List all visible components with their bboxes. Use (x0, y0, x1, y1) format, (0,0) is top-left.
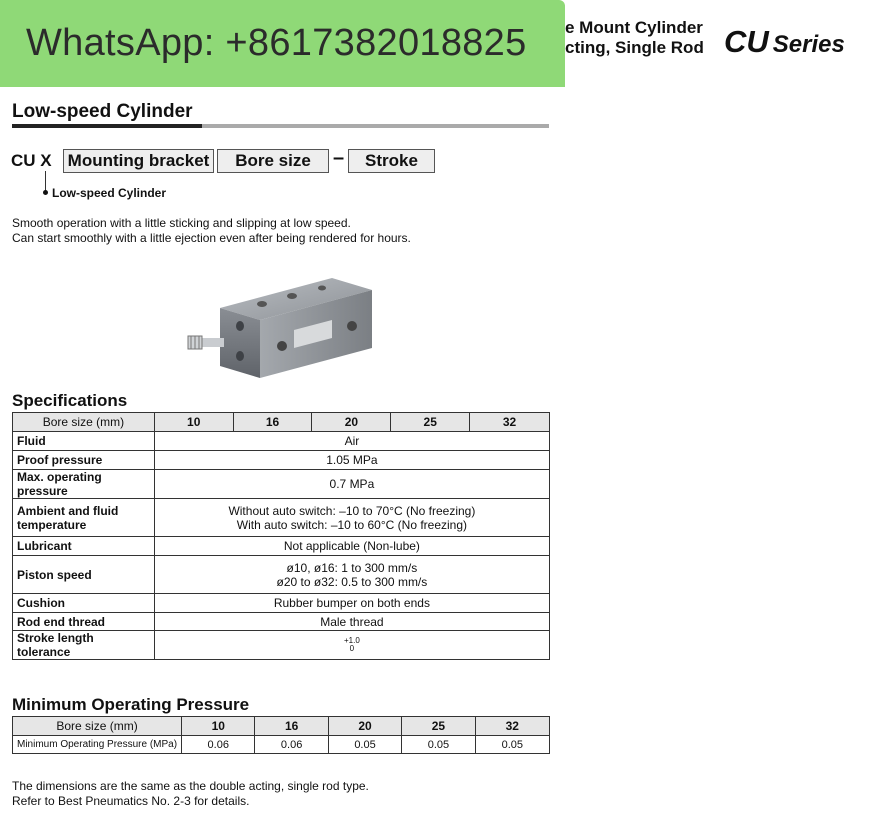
mop-title: Minimum Operating Pressure (12, 695, 250, 714)
tolerance-upper: +1.0 (344, 636, 360, 645)
table-row (13, 631, 550, 660)
series-code: CU (724, 24, 769, 59)
series-word: Series (772, 31, 845, 58)
description-line1: Smooth operation with a little sticking and slipping at low speed. (12, 216, 351, 230)
table-row (13, 470, 550, 499)
table-row (13, 451, 550, 470)
table-row (13, 613, 550, 631)
min-pressure-table (12, 716, 550, 754)
row-label-piston-speed: Piston speed (13, 556, 155, 594)
row-label-proof-pressure: Proof pressure (13, 451, 155, 470)
row-label-rod-end: Rod end thread (13, 613, 155, 631)
mop-bore-header: Bore size (mm) (13, 717, 182, 736)
mounting-bracket-box: Mounting bracket (63, 149, 214, 173)
table-row (13, 537, 550, 556)
bore-size-header: Bore size (mm) (13, 413, 155, 432)
specifications-title: Specifications (12, 391, 128, 410)
mop-value-20: 0.05 (328, 736, 401, 754)
cylinder-image (182, 268, 392, 393)
cylinder-illustration (182, 268, 392, 393)
speed-line2: ø20 to ø32: 0.5 to 300 mm/s (276, 574, 428, 589)
low-speed-label: Low-speed Cylinder (52, 186, 167, 200)
row-label-max-pressure: Max. operating pressure (13, 470, 155, 499)
tolerance-value (344, 637, 360, 653)
section-title: Low-speed Cylinder (12, 101, 193, 122)
bore-25: 25 (391, 413, 470, 432)
footer-line2: Refer to Best Pneumatics No. 2-3 for details. (12, 794, 250, 808)
code-dash: – (333, 147, 345, 169)
table-row (13, 432, 550, 451)
bore-10: 10 (154, 413, 233, 432)
mop-bore-10: 10 (182, 717, 255, 736)
table-row (13, 556, 550, 594)
mop-header-row (13, 717, 550, 736)
model-code-prefix: CU X (11, 151, 52, 170)
row-value-max-pressure: 0.7 MPa (154, 470, 549, 499)
table-row (13, 594, 550, 613)
bore-32: 32 (470, 413, 550, 432)
row-label-temperature: Ambient and fluid temperature (13, 499, 155, 537)
mop-bore-20: 20 (328, 717, 401, 736)
mop-value-32: 0.05 (475, 736, 549, 754)
mop-bore-32: 32 (475, 717, 549, 736)
spec-header-row (13, 413, 550, 432)
mop-value-16: 0.06 (255, 736, 328, 754)
specifications-table (12, 412, 550, 660)
footer-line1: The dimensions are the same as the double acting, single rod type. (12, 779, 369, 793)
bore-20: 20 (312, 413, 391, 432)
row-label-fluid: Fluid (13, 432, 155, 451)
row-value-tolerance (154, 631, 549, 660)
mop-value-10: 0.06 (182, 736, 255, 754)
series-title (724, 24, 845, 60)
bore-size-box: Bore size (217, 149, 329, 173)
mop-row-label: Minimum Operating Pressure (MPa) (13, 736, 182, 754)
section-rule-light (202, 124, 549, 128)
row-value-piston-speed (154, 556, 549, 594)
mop-value-25: 0.05 (402, 736, 475, 754)
row-value-fluid: Air (154, 432, 549, 451)
row-value-proof-pressure: 1.05 MPa (154, 451, 549, 470)
header-title-line1: e Mount Cylinder (565, 18, 703, 37)
description-line2: Can start smoothly with a little ejection even after being rendered for hours. (12, 231, 411, 245)
bore-16: 16 (233, 413, 312, 432)
speed-line1: ø10, ø16: 1 to 300 mm/s (286, 560, 418, 575)
temp-line1: Without auto switch: –10 to 70°C (No freezing) (228, 503, 476, 518)
tolerance-lower: 0 (349, 644, 355, 653)
section-rule-dark (12, 124, 202, 128)
header-title-line2: cting, Single Rod (565, 38, 704, 57)
leader-dot (43, 190, 48, 195)
row-label-lubricant: Lubricant (13, 537, 155, 556)
row-label-tolerance: Stroke length tolerance (13, 631, 155, 660)
row-value-lubricant: Not applicable (Non-lube) (154, 537, 549, 556)
table-row (13, 499, 550, 537)
mop-bore-25: 25 (402, 717, 475, 736)
row-value-cushion: Rubber bumper on both ends (154, 594, 549, 613)
mop-bore-16: 16 (255, 717, 328, 736)
whatsapp-contact: WhatsApp: +8617382018825 (26, 22, 527, 64)
table-row (13, 736, 550, 754)
row-label-cushion: Cushion (13, 594, 155, 613)
row-value-temperature (154, 499, 549, 537)
stroke-box: Stroke (348, 149, 435, 173)
temp-line2: With auto switch: –10 to 60°C (No freezing) (236, 517, 468, 532)
row-value-rod-end: Male thread (154, 613, 549, 631)
